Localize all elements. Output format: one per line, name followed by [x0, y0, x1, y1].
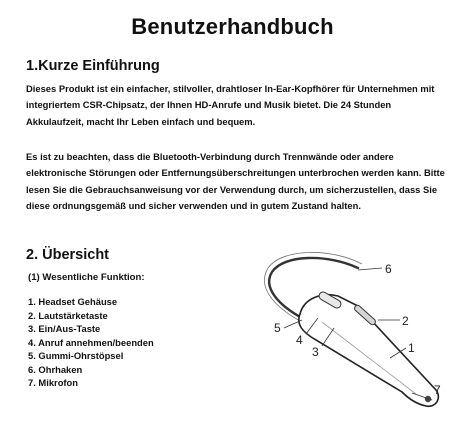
parts-list-item: 7. Mikrofon [28, 377, 79, 388]
callout-3: 3 [312, 345, 319, 359]
callout-7: 7 [434, 383, 441, 397]
headset-diagram [240, 248, 465, 420]
callout-6: 6 [385, 262, 392, 276]
callout-2: 2 [402, 314, 409, 328]
headset-body-illustration [299, 295, 439, 406]
parts-list-item: 1. Headset Gehäuse [28, 296, 118, 307]
intro-paragraph: Dieses Produkt ist ein einfacher, stilvoller, drahtloser In-Ear-Kopfhörer für Unternehmen mit integriertem CSR-Chipsatz, der Ihnen HD-Anrufe und Musik bietet. Die 24 Stunden Akkulaufzeit, macht Ihr Leben einfach und bequem. [26, 83, 435, 127]
parts-list-item: 4. Anruf annehmen/beenden [28, 336, 154, 348]
callout-5: 5 [274, 321, 281, 335]
callout-1: 1 [408, 341, 415, 355]
parts-list-item: 5. Gummi-Ohrstöpsel [28, 350, 124, 361]
section-1-heading: 1.Kurze Einführung [26, 58, 160, 74]
section-2-heading: 2. Übersicht [26, 247, 109, 263]
parts-list-item: 3. Ein/Aus-Taste [28, 323, 101, 334]
notice-paragraph: Es ist zu beachten, dass die Bluetooth-Verbindung durch Trennwände oder andere elektronische Störungen oder Entfernungsüberschreitungen unterbrochen werden kann. Bitte lesen Sie die Gebrauchsanweisung vor der Verwendung durch, um sicherzustellen, dass Sie diese ordnungsgemäß und sicher verwenden und in gutem Zustand halten. [26, 151, 445, 211]
parts-list [28, 295, 154, 390]
callout-4: 4 [296, 333, 303, 347]
parts-list-item: 6. Ohrhaken [28, 363, 83, 375]
parts-list-item: 2. Lautstärketaste [28, 309, 108, 321]
functions-subheading: (1) Wesentliche Funktion: [28, 272, 145, 283]
page-title: Benutzerhandbuch [131, 14, 334, 39]
